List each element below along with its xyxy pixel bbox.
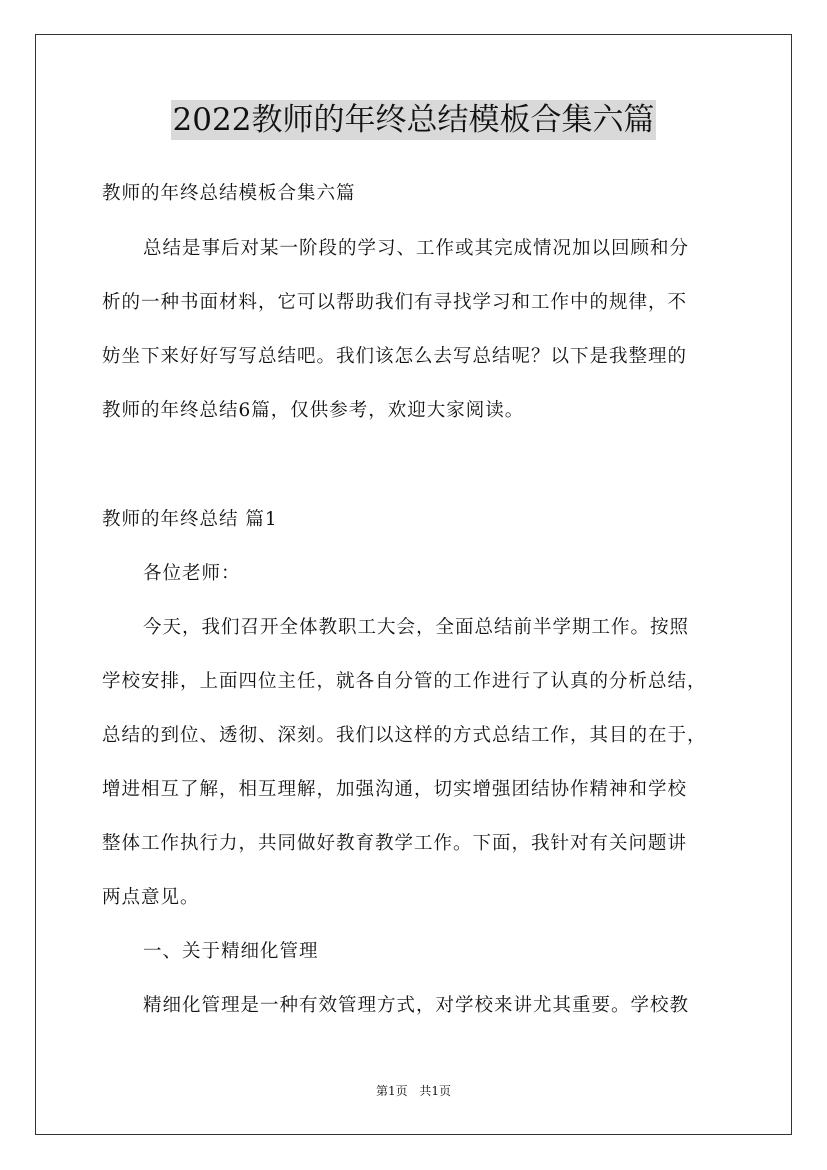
paragraph-line: 析的一种书面材料，它可以帮助我们有寻找学习和工作中的规律，不 xyxy=(102,292,688,313)
paragraph-line: 整体工作执行力，共同做好教育教学工作。下面，我针对有关问题讲 xyxy=(102,833,688,854)
paragraph-line: 学校安排，上面四位主任，就各自分管的工作进行了认真的分析总结， xyxy=(102,671,707,692)
paragraph-line: 总结的到位、透彻、深刻。我们以这样的方式总结工作，其目的在于， xyxy=(102,725,707,746)
document-title: 2022教师的年终总结模板合集六篇 xyxy=(172,102,655,138)
paragraph-line: 今天，我们召开全体教职工大会，全面总结前半学期工作。按照 xyxy=(143,617,690,638)
salutation-line: 各位老师： xyxy=(143,563,241,584)
paragraph-line: 教师的年终总结6篇，仅供参考，欢迎大家阅读。 xyxy=(102,400,525,421)
paragraph-line: 总结是事后对某一阶段的学习、工作或其完成情况加以回顾和分 xyxy=(143,238,690,259)
page-footer xyxy=(0,1083,827,1099)
section-heading: 教师的年终总结 篇1 xyxy=(102,509,278,530)
page-number: 第1页 xyxy=(375,1084,408,1098)
subtitle-line: 教师的年终总结模板合集六篇 xyxy=(102,183,356,204)
paragraph-line: 精细化管理是一种有效管理方式，对学校来讲尤其重要。学校教 xyxy=(143,995,690,1016)
subsection-heading: 一、关于精细化管理 xyxy=(143,941,319,962)
paragraph-line: 两点意见。 xyxy=(102,887,200,908)
paragraph-line: 增进相互了解，相互理解，加强沟通，切实增强团结协作精神和学校 xyxy=(102,779,688,800)
paragraph-line: 妨坐下来好好写写总结吧。我们该怎么去写总结呢？以下是我整理的 xyxy=(102,346,688,367)
page-total: 共1页 xyxy=(419,1084,452,1098)
title-container xyxy=(0,100,827,140)
